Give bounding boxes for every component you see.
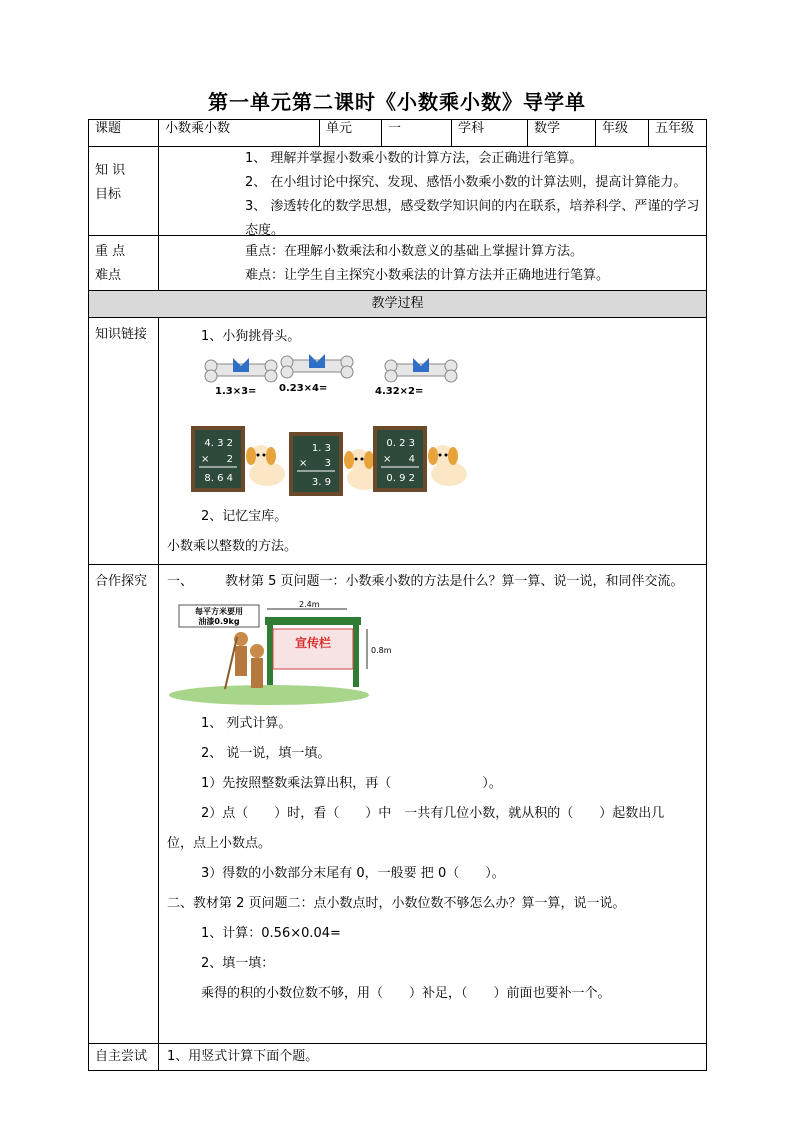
dog-3 <box>428 445 467 486</box>
board-3-res: 0. 9 2 <box>386 473 415 484</box>
key-row <box>89 236 707 291</box>
coop-fill-2a: 2）点（ ）时，看（ ）中 一共有几位小数，就从积的（ ）起数出几 <box>201 806 665 821</box>
goals-row <box>89 147 707 236</box>
page-title: 第一单元第二课时《小数乘小数》导学单 <box>208 90 586 114</box>
subject-label: 学科 <box>452 120 528 147</box>
goals-content <box>159 147 707 236</box>
key-difficulty: 难点：让学生自主探究小数乘法的计算方法并正确地进行笔算。 <box>245 268 610 283</box>
dog-1 <box>246 445 285 486</box>
goals-label <box>89 147 159 236</box>
bone-2-label: 0.23×4= <box>279 383 328 394</box>
unit-value: 一 <box>382 120 452 147</box>
board-2-res: 3. 9 <box>311 477 331 488</box>
bone-1-label: 1.3×3= <box>215 386 257 397</box>
coop-q1 <box>159 567 706 597</box>
subject-value: 数学 <box>528 120 596 147</box>
goal-item-2: 2、 在小组讨论中探究、发现、感悟小数乘小数的计算法则，提高计算能力。 <box>245 175 687 190</box>
board-3-top: 0. 2 3 <box>386 438 415 449</box>
coop-label: 合作探究 <box>89 565 159 1044</box>
grade-value: 五年级 <box>649 120 707 147</box>
coop-calc-3: 乘得的积的小数位数不够，用（ ）补足，（ ）前面也要补一个。 <box>201 986 611 1001</box>
coop-calc-2: 2、填一填： <box>201 956 275 971</box>
paint-note-line2: 油漆0.9kg <box>198 617 240 626</box>
blackboard-3 <box>373 426 427 492</box>
coop-fill-2b: 位，点上小数点。 <box>167 836 272 851</box>
blackboard-2 <box>289 432 343 496</box>
height-label: 0.8m <box>371 646 392 655</box>
key-focus: 重点：在理解小数乘法和小数意义的基础上掌握计算方法。 <box>245 244 584 259</box>
board-1-res: 8. 6 4 <box>204 473 233 484</box>
self-label: 自主尝试 <box>89 1044 159 1071</box>
bone-1 <box>205 358 277 397</box>
key-label-line1: 重 点 <box>95 244 126 259</box>
width-label: 2.4m <box>299 600 320 609</box>
board-2-op: × <box>299 458 308 469</box>
link-row <box>89 318 707 565</box>
key-label <box>89 236 159 291</box>
coop-fill-1: 1）先按照整数乘法算出积，再（ ）。 <box>201 776 502 791</box>
coop-q2: 二、教材第 2 页问题二：点小数点时，小数位数不够怎么办？算一算，说一说。 <box>167 896 626 911</box>
grade-label: 年级 <box>596 120 649 147</box>
paint-note-line1: 每平方米要用 <box>195 607 243 616</box>
key-content <box>159 236 707 291</box>
study-sheet-table <box>88 119 707 1071</box>
goals-label-line2: 目标 <box>95 187 122 202</box>
course-label: 课题 <box>89 120 159 147</box>
coop-step-1: 1、 列式计算。 <box>201 716 292 731</box>
goal-item-3: 3、 渗透转化的数学思想，感受数学知识间的内在联系，培养科学、严谨的学习态度。 <box>245 199 700 238</box>
link-content <box>159 318 707 565</box>
bone-3-label: 4.32×2= <box>375 386 424 397</box>
goals-label-line1: 知 识 <box>95 163 126 178</box>
link-item-2: 2、记忆宝库。 <box>201 509 288 524</box>
key-label-line2: 难点 <box>95 268 122 283</box>
coop-q1-number: 一、 <box>167 574 194 589</box>
process-band: 教学过程 <box>89 291 707 318</box>
blackboard-1 <box>191 426 245 492</box>
unit-label: 单元 <box>320 120 382 147</box>
bone-2 <box>279 354 353 394</box>
board-3-op: × <box>383 454 392 465</box>
coop-q1-text: 教材第 5 页问题一：小数乘小数的方法是什么？算一算、说一说，和同伴交流。 <box>225 574 684 589</box>
board-3-mid: 4 <box>408 454 415 465</box>
self-item-1: 1、用竖式计算下面个题。 <box>159 1044 707 1071</box>
bone-3 <box>375 358 457 397</box>
self-row <box>89 1044 707 1071</box>
dog-bone-illustration <box>159 352 699 502</box>
coop-content <box>159 565 707 1044</box>
coop-step-2: 2、 说一说，填一填。 <box>201 746 331 761</box>
link-label: 知识链接 <box>89 318 159 565</box>
header-row <box>89 120 707 147</box>
billboard-illustration <box>159 597 699 709</box>
process-band-row <box>89 291 707 318</box>
board-1-mid: 2 <box>226 454 233 465</box>
coop-fill-3: 3）得数的小数部分末尾有 0，一般要 把 0（ ）。 <box>201 866 505 881</box>
board-1-top: 4. 3 2 <box>204 438 233 449</box>
board-2-top: 1. 3 <box>311 443 331 454</box>
course-value: 小数乘小数 <box>159 120 320 147</box>
coop-calc-1: 1、计算：0.56×0.04= <box>201 926 341 941</box>
goal-item-1: 1、 理解并掌握小数乘小数的计算方法，会正确进行笔算。 <box>245 151 583 166</box>
billboard-sign: 宣传栏 <box>294 636 332 650</box>
board-1-op: × <box>201 454 210 465</box>
link-item-3: 小数乘以整数的方法。 <box>167 539 298 554</box>
coop-row <box>89 565 707 1044</box>
link-item-1: 1、小狗挑骨头。 <box>201 329 301 344</box>
board-2-mid: 3 <box>324 458 331 469</box>
